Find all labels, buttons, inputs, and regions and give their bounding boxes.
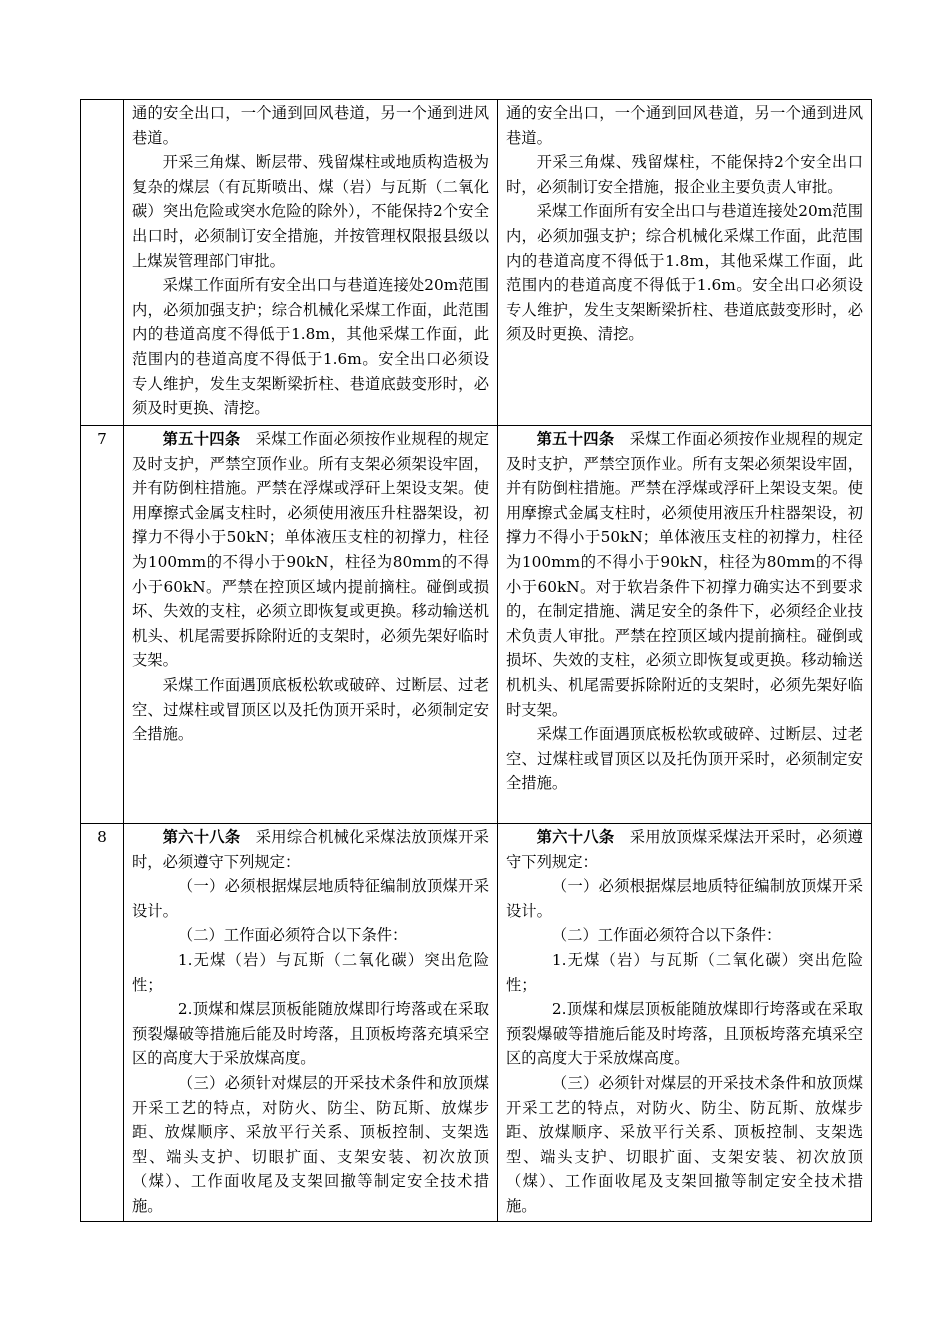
paragraph: 开采三角煤、残留煤柱，不能保持2个安全出口时，必须制订安全措施，报企业主要负责人审批。 [506,153,863,196]
row-number: 8 [81,824,124,1222]
paragraph: 采用综合机械化采煤法放顶煤开采时，必须遵守下列规定： [132,828,489,871]
paragraph: 采煤工作面必须按作业规程的规定及时支护，严禁空顶作业。所有支架必须架设牢固，并有防倒柱措施。严禁在浮煤或浮矸上架设支架。使用摩擦式金属支柱时，必须使用液压升柱器架设，初撑力不得小于50kN；单体液压支柱的初撑力，柱径为100mm的不得小于90kN，柱径为80mm的不得小于60kN。对于软岩条件下初撑力确实达不到要求的，在制定措施、满足安全的条件下，必须经企业技术负责人审批。严禁在控顶区域内提前摘柱。碰倒或损坏、失效的支柱，必须立即恢复或更换。移动输送机机头、机尾需要拆除附近的支架时，必须先架好临时支架。 [506,430,863,719]
paragraph: （二）工作面必须符合以下条件： [177,926,408,945]
paragraph: （一）必须根据煤层地质特征编制放顶煤开采设计。 [506,877,863,920]
comparison-table [80,99,872,1222]
old-text-cell [124,426,498,824]
old-text-cell [124,100,498,426]
paragraph: （三）必须针对煤层的开采技术条件和放顶煤开采工艺的特点，对防火、防尘、防瓦斯、放煤步距、放煤顺序、采放平行关系、顶板控制、支架选型、端头支护、切眼扩面、支架安装、初次放顶（煤）、工作面收尾及支架回撤等制定安全技术措施。 [132,1073,489,1215]
article-number: 第六十八条 [162,828,241,846]
paragraph: （一）必须根据煤层地质特征编制放顶煤开采设计。 [132,877,489,920]
paragraph: 采用放顶煤采煤法开采时，必须遵守下列规定： [506,828,863,871]
paragraph: 1.无煤（岩）与瓦斯（二氧化碳）突出危险性； [132,950,489,994]
article-number: 第五十四条 [162,430,241,448]
paragraph: 通的安全出口，一个通到回风巷道，另一个通到进风巷道。 [132,104,489,147]
new-text-cell [498,426,872,824]
paragraph: 采煤工作面所有安全出口与巷道连接处20m范围内，必须加强支护；综合机械化采煤工作面，此范围内的巷道高度不得低于1.8m，其他采煤工作面，此范围内的巷道高度不得低于1.6m。安全出口必须设专人维护，发生支架断梁折柱、巷道底鼓变形时，必须及时更换、清挖。 [506,202,863,344]
table-row [81,100,872,426]
article-number: 第五十四条 [536,430,615,448]
paragraph: （三）必须针对煤层的开采技术条件和放顶煤开采工艺的特点，对防火、防尘、防瓦斯、放煤步距、放煤顺序、采放平行关系、顶板控制、支架选型、端头支护、切眼扩面、支架安装、初次放顶（煤）、工作面收尾及支架回撤等制定安全技术措施。 [506,1073,863,1215]
paragraph: 1.无煤（岩）与瓦斯（二氧化碳）突出危险性； [506,950,863,994]
row-number [81,100,124,426]
article-number: 第六十八条 [536,828,615,846]
paragraph: 通的安全出口，一个通到回风巷道，另一个通到进风巷道。 [506,104,863,147]
paragraph: （二）工作面必须符合以下条件： [551,926,782,945]
table-row [81,426,872,824]
table-row [81,824,872,1222]
row-number: 7 [81,426,124,824]
old-text-cell [124,824,498,1222]
paragraph: 采煤工作面遇顶底板松软或破碎、过断层、过老空、过煤柱或冒顶区以及托伪顶开采时，必须制定安全措施。 [506,725,863,793]
paragraph: 2.顶煤和煤层顶板能随放煤即行垮落或在采取预裂爆破等措施后能及时垮落，且顶板垮落充填采空区的高度大于采放煤高度。 [506,1000,863,1068]
new-text-cell [498,100,872,426]
new-text-cell [498,824,872,1222]
paragraph: 采煤工作面必须按作业规程的规定及时支护，严禁空顶作业。所有支架必须架设牢固，并有防倒柱措施。严禁在浮煤或浮矸上架设支架。使用摩擦式金属支柱时，必须使用液压升柱器架设，初撑力不得小于50kN；单体液压支柱的初撑力，柱径为100mm的不得小于90kN，柱径为80mm的不得小于60kN。严禁在控顶区域内提前摘柱。碰倒或损坏、失效的支柱，必须立即恢复或更换。移动输送机机头、机尾需要拆除附近的支架时，必须先架好临时支架。 [132,430,489,670]
paragraph: 2.顶煤和煤层顶板能随放煤即行垮落或在采取预裂爆破等措施后能及时垮落，且顶板垮落充填采空区的高度大于采放煤高度。 [132,1000,489,1068]
paragraph: 开采三角煤、断层带、残留煤柱或地质构造极为复杂的煤层（有瓦斯喷出、煤（岩）与瓦斯（二氧化碳）突出危险或突水危险的除外），不能保持2个安全出口时，必须制订安全措施，并按管理权限报县级以上煤炭管理部门审批。 [132,153,489,270]
paragraph: 采煤工作面所有安全出口与巷道连接处20m范围内，必须加强支护；综合机械化采煤工作面，此范围内的巷道高度不得低于1.8m，其他采煤工作面，此范围内的巷道高度不得低于1.6m。安全出口必须设专人维护，发生支架断梁折柱、巷道底鼓变形时，必须及时更换、清挖。 [132,276,489,418]
paragraph: 采煤工作面遇顶底板松软或破碎、过断层、过老空、过煤柱或冒顶区以及托伪顶开采时，必须制定安全措施。 [132,675,489,744]
